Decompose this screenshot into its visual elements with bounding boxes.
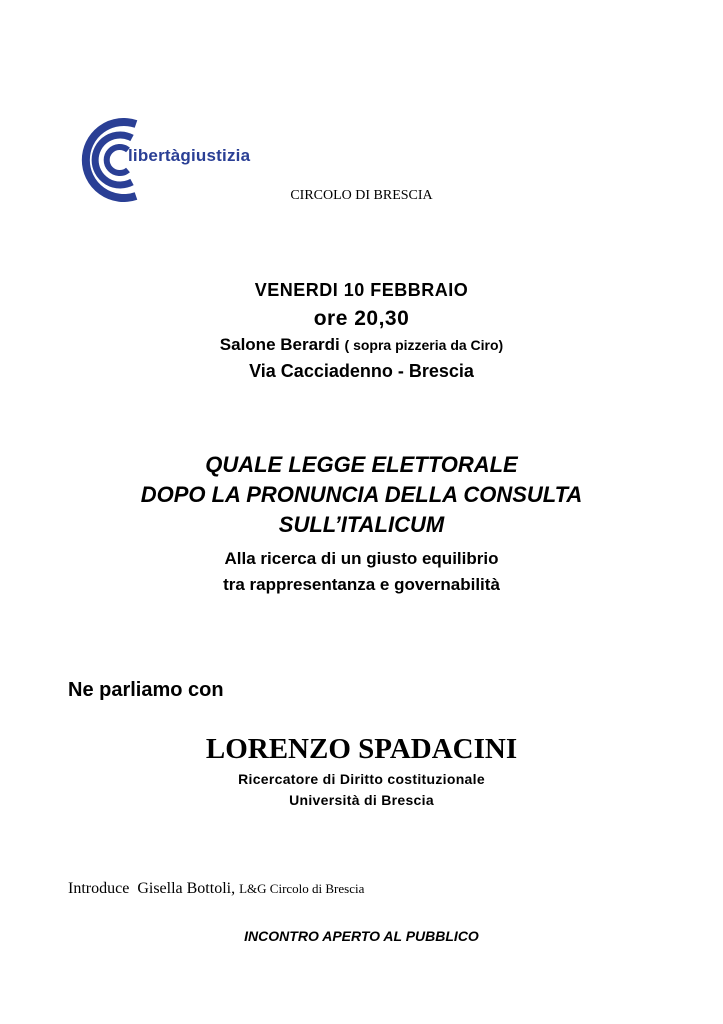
event-street: Via Cacciadenno - Brescia	[249, 361, 474, 381]
speaker-name: LORENZO SPADACINI	[205, 733, 518, 765]
speaker-role: Ricercatore di Diritto costituzionale	[238, 771, 485, 787]
circolo-label	[0, 188, 723, 204]
public-event-note: INCONTRO APERTO AL PUBBLICO	[244, 928, 479, 944]
logo-text: libertàgiustizia	[128, 146, 251, 165]
topic-subtitle-line1: Alla ricerca di un giusto equilibrio	[224, 549, 499, 568]
venue-name: Salone Berardi	[219, 335, 340, 354]
introducer-org: L&G Circolo di Brescia	[239, 881, 365, 896]
introduction-line	[68, 880, 364, 898]
event-venue	[0, 335, 723, 355]
topic-title-line2: DOPO LA PRONUNCIA DELLA CONSULTA	[140, 482, 583, 507]
topic-subtitle-line2: tra rappresentanza e governabilità	[223, 575, 500, 594]
introduction-label: Introduce	[68, 880, 130, 897]
event-time: ore 20,30	[313, 307, 410, 330]
speaker-intro: Ne parliamo con	[68, 679, 224, 701]
speaker-affiliation: Università di Brescia	[289, 792, 434, 808]
topic-title-line3: SULL’ITALICUM	[278, 512, 445, 537]
venue-note: ( sopra pizzeria da Ciro)	[344, 337, 504, 353]
event-date: VENERDI 10 FEBBRAIO	[254, 280, 469, 300]
circolo-text: CIRCOLO DI BRESCIA	[290, 188, 433, 203]
introducer-name: Gisella Bottoli,	[137, 880, 236, 897]
topic-title-line1: QUALE LEGGE ELETTORALE	[205, 452, 518, 477]
